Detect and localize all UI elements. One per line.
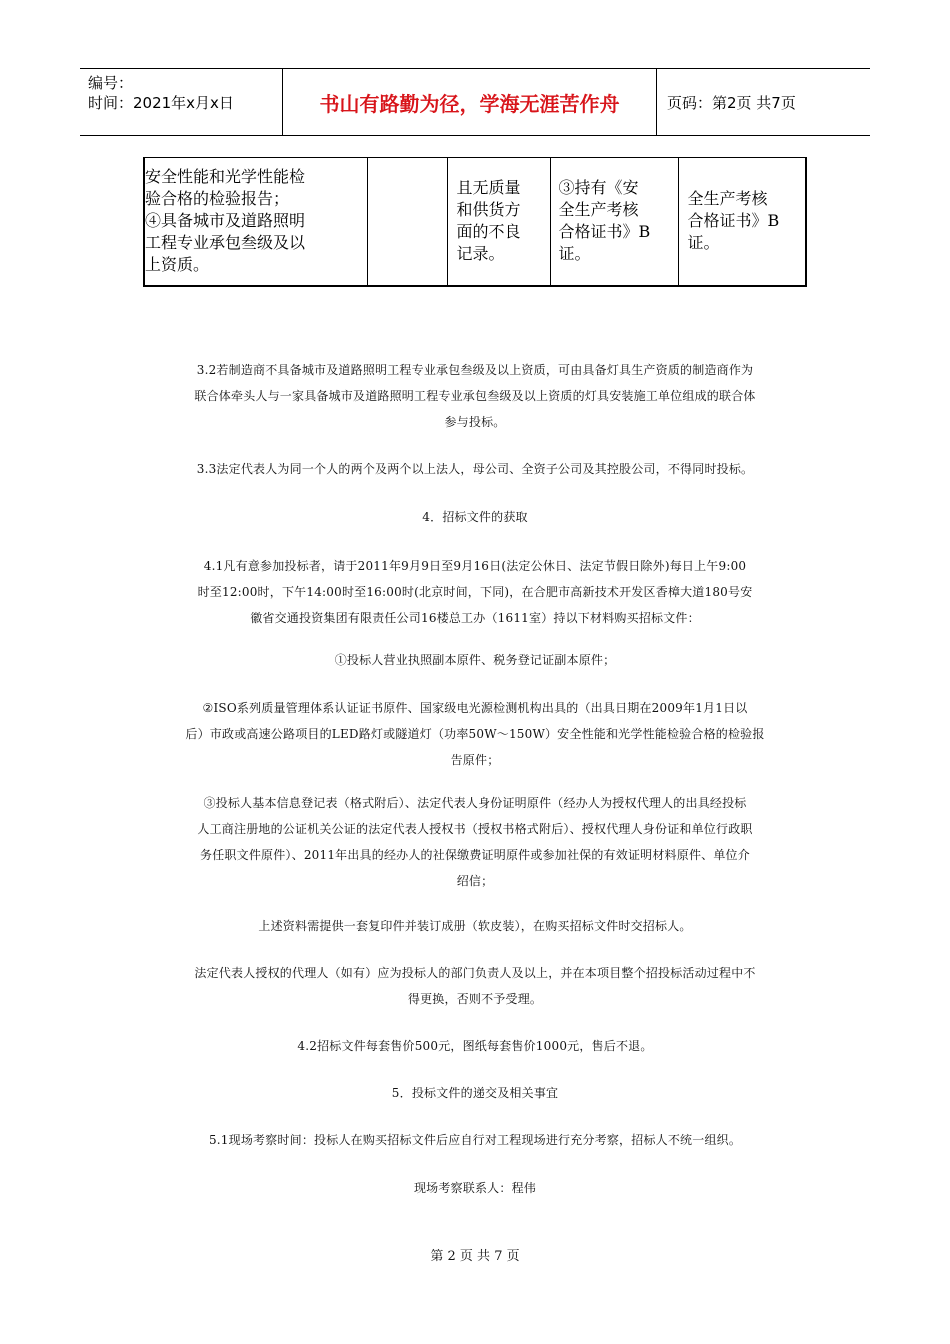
text-line: 4.2招标文件每套售价500元，图纸每套售价1000元，售后不退。 bbox=[297, 1039, 653, 1053]
text-line: 时至12:00时，下午14:00时至16:00时(北京时间，下同)，在合肥市高新技术开发区香樟大道180号安 bbox=[197, 585, 753, 599]
text-line: 5．投标文件的递交及相关事宜 bbox=[391, 1086, 559, 1100]
code-label: 编号： bbox=[88, 74, 134, 92]
paragraph-3-2 bbox=[140, 357, 810, 435]
header-motto: 书山有路勤为径，学海无涯苦作舟 bbox=[283, 69, 657, 135]
cell-line: 验合格的检验报告； bbox=[145, 189, 290, 209]
cell-line: 证。 bbox=[687, 233, 720, 253]
paragraph-copies bbox=[140, 913, 810, 939]
text-line: 3.2若制造商不具备城市及道路照明工程专业承包叁级及以上资质，可由具备灯具生产资质的制造商作为 bbox=[196, 363, 754, 377]
text-line: ②ISO系列质量管理体系认证证书原件、国家级电光源检测机构出具的（出具日期在2009年1月1日以 bbox=[202, 701, 748, 715]
text-line: 人工商注册地的公证机关公证的法定代表人授权书（授权书格式附后）、授权代理人身份证和单位行政职 bbox=[197, 822, 753, 836]
cell-line: 合格证书》B bbox=[558, 222, 651, 242]
cell-line: 合格证书》B bbox=[687, 211, 780, 231]
page-footer: 第 2 页 共 7 页 bbox=[430, 1249, 520, 1264]
table-cell-1 bbox=[144, 158, 367, 286]
requirements-table bbox=[143, 157, 807, 287]
paragraph-contact bbox=[140, 1175, 810, 1201]
text-line: 4.1凡有意参加投标者，请于2011年9月9日至9月16日(法定公休日、法定节假日除外)每日上午9:00 bbox=[203, 559, 747, 573]
cell-line: 面的不良 bbox=[456, 222, 521, 242]
paragraph-agent bbox=[140, 960, 810, 1012]
text-line: 绍信； bbox=[456, 874, 494, 888]
cell-line: 全生产考核 bbox=[558, 200, 639, 220]
table-cell-3 bbox=[447, 158, 550, 286]
text-line: 得更换，否则不予受理。 bbox=[407, 992, 543, 1006]
text-line: ①投标人营业执照副本原件、税务登记证副本原件； bbox=[334, 653, 616, 667]
paragraph-4-1 bbox=[140, 553, 810, 631]
text-line: 告原件； bbox=[450, 753, 500, 767]
cell-line: ④具备城市及道路照明 bbox=[145, 211, 306, 231]
text-line: 3.3法定代表人为同一个人的两个及两个以上法人，母公司、全资子公司及其控股公司，不得同时投标。 bbox=[196, 462, 754, 476]
header-meta bbox=[80, 69, 283, 135]
cell-line: ③持有《安 bbox=[558, 178, 639, 198]
cell-line: 安全性能和光学性能检 bbox=[145, 167, 306, 187]
text-line: 参与投标。 bbox=[444, 415, 506, 429]
table-row bbox=[144, 158, 806, 286]
section-heading-5 bbox=[140, 1080, 810, 1106]
cell-line: 全生产考核 bbox=[687, 189, 768, 209]
cell-line: 工程专业承包叁级及以 bbox=[145, 233, 306, 253]
section-heading-4 bbox=[140, 504, 810, 530]
text-line: 后）市政或高速公路项目的LED路灯或隧道灯（功率50W～150W）安全性能和光学性能检验合格的检验报 bbox=[185, 727, 765, 741]
text-line: 联合体牵头人与一家具备城市及道路照明工程专业承包叁级及以上资质的灯具安装施工单位组成的联合体 bbox=[194, 389, 756, 403]
paragraph-3-3 bbox=[140, 456, 810, 482]
text-line: 现场考察联系人：程伟 bbox=[413, 1181, 536, 1195]
paragraph-4-2 bbox=[140, 1033, 810, 1059]
paragraph-5-1 bbox=[140, 1127, 810, 1153]
text-line: 法定代表人授权的代理人（如有）应为投标人的部门负责人及以上，并在本项目整个招投标活动过程中不 bbox=[194, 966, 756, 980]
table-cell-4 bbox=[550, 158, 678, 286]
cell-line: 上资质。 bbox=[145, 255, 210, 275]
paragraph-item-3 bbox=[140, 790, 810, 894]
text-line: 务任职文件原件）、2011年出具的经办人的社保缴费证明原件或参加社保的有效证明材料原件、单位介 bbox=[200, 848, 750, 862]
paragraph-item-2 bbox=[140, 695, 810, 773]
paragraph-item-1 bbox=[140, 647, 810, 673]
text-line: 5.1现场考察时间：投标人在购买招标文件后应自行对工程现场进行充分考察，招标人不统一组织。 bbox=[208, 1133, 742, 1147]
cell-line: 证。 bbox=[558, 244, 591, 264]
text-line: 4．招标文件的获取 bbox=[422, 510, 528, 524]
text-line: 徽省交通投资集团有限责任公司16楼总工办（1611室）持以下材料购买招标文件： bbox=[250, 611, 700, 625]
header-page-info: 页码：第2页 共7页 bbox=[667, 93, 796, 112]
table-cell-2 bbox=[367, 158, 447, 286]
text-line: ③投标人基本信息登记表（格式附后）、法定代表人身份证明原件（经办人为授权代理人的出具经投标 bbox=[203, 796, 747, 810]
cell-line: 记录。 bbox=[456, 244, 505, 264]
cell-line: 和供货方 bbox=[456, 200, 521, 220]
cell-line: 且无质量 bbox=[456, 178, 521, 198]
text-line: 上述资料需提供一套复印件并装订成册（软皮装），在购买招标文件时交招标人。 bbox=[258, 919, 692, 933]
table-cell-5 bbox=[678, 158, 806, 286]
date-label: 时间：2021年x月x日 bbox=[88, 94, 234, 112]
page-header bbox=[80, 68, 870, 136]
